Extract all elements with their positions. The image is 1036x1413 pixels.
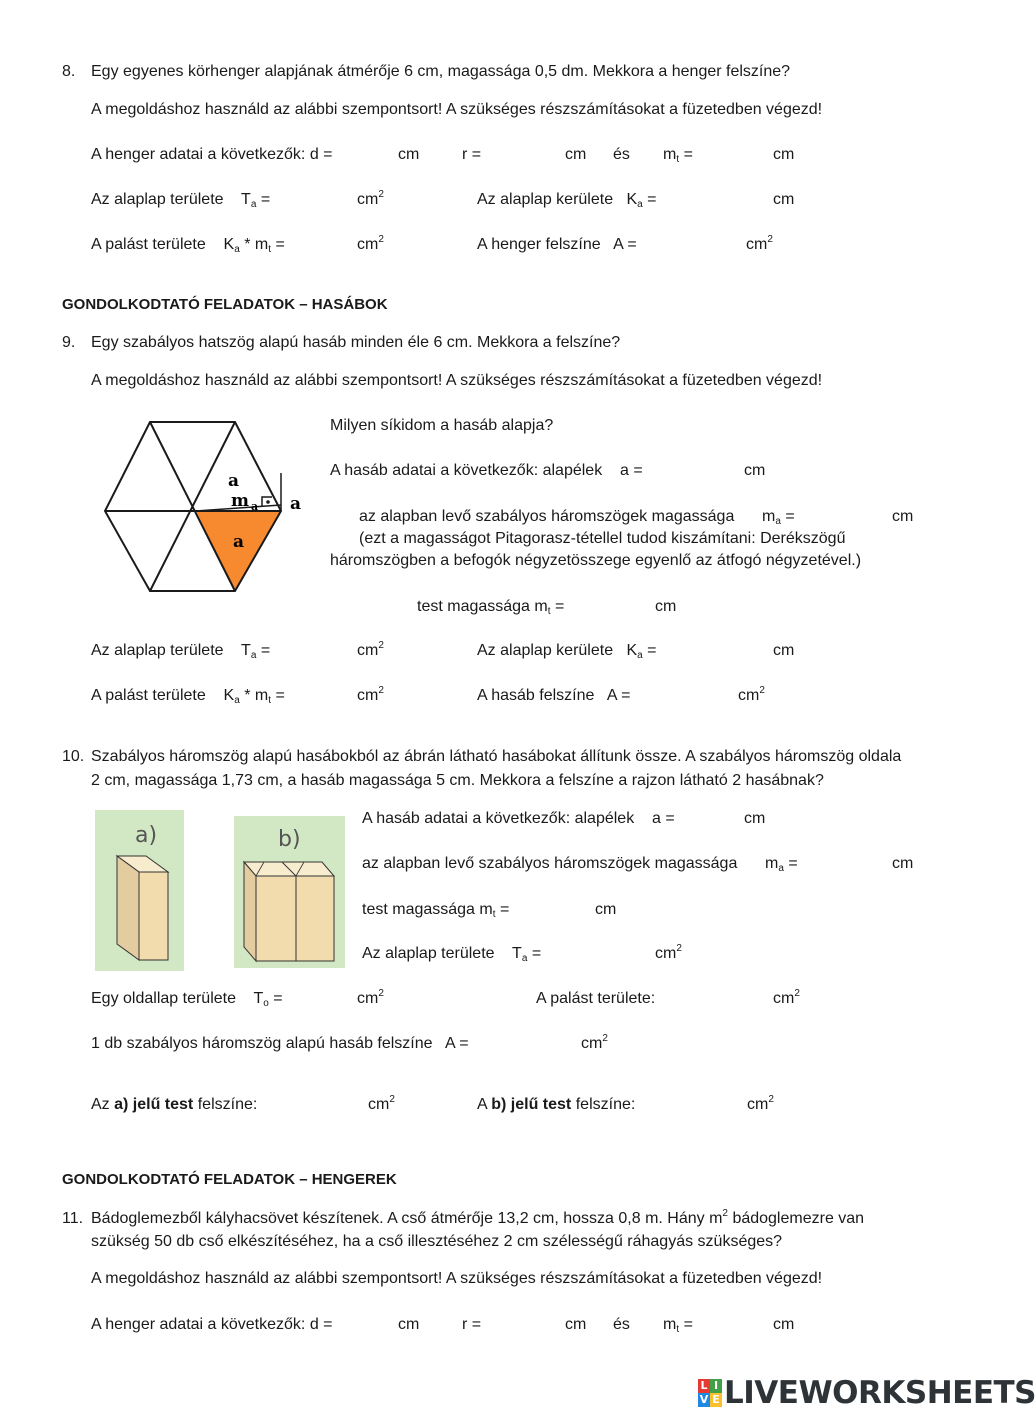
q11-data-label: A henger adatai a következők: d =	[91, 1316, 333, 1333]
q9-pitagorasz-1: (ezt a magasságot Pitagorasz-tétellel tudod kiszámítani: Derékszögű	[359, 530, 846, 547]
q9-a-unit: cm	[744, 462, 766, 479]
q9-milyen: Milyen síkidom a hasáb alapja?	[330, 417, 554, 434]
q9-test-magassaga: test magassága $m_t$ =	[417, 598, 565, 617]
q8-r-label: r =	[462, 146, 482, 163]
q8-alaplap-kerulete: Az alaplap kerülete $K_a$ =	[477, 191, 657, 210]
q8-alaplap-terulete: Az alaplap területe $T_a$ =	[91, 191, 271, 210]
q10-test-magassaga: test magassága $m_t$ =	[362, 901, 510, 920]
q10-alaplap-terulete: Az alaplap területe $T_a$ =	[362, 945, 542, 964]
q9-instruction: A megoldáshoz használd az alábbi szempontsort! A szükséges részszámításokat a füzetedben végezd!	[91, 372, 823, 389]
logo-badge-letter: L	[698, 1379, 710, 1393]
q11-mt-unit: cm	[773, 1316, 795, 1333]
q9-felszine: A hasáb felszíne A =	[477, 687, 631, 704]
q10-one-prism: 1 db szabályos háromszög alapú hasáb felszíne A =	[91, 1035, 469, 1052]
q9-ma-text: az alapban levő szabályos háromszögek magassága	[359, 508, 735, 525]
q9-alaplap-kerulete: Az alaplap kerülete $K_a$ =	[477, 642, 657, 661]
hexagon-figure	[100, 417, 310, 602]
logo-badge-letter: V	[699, 1393, 709, 1406]
q10-b-test-unit: $cm^2$	[747, 1094, 774, 1113]
fig-label-a-top: a	[228, 471, 240, 491]
q9-pitagorasz-2: háromszögben a befogók négyzetösszege egyenlő az átfogó négyzetével.)	[330, 552, 862, 569]
q10-a-test-unit: $cm^2$	[368, 1094, 395, 1113]
prism-a-label: a)	[135, 823, 158, 848]
liveworksheets-badge-icon	[698, 1379, 722, 1407]
q10-ma-text: az alapban levő szabályos háromszögek magassága	[362, 855, 738, 872]
prism-a-figure	[95, 810, 184, 971]
q8-palast-unit: $cm^2$	[357, 234, 384, 253]
q10-data-label: A hasáb adatai a következők: alapélek a =	[362, 810, 675, 827]
q11-instruction: A megoldáshoz használd az alábbi szempontsort! A szükséges részszámításokat a füzetedben végezd!	[91, 1270, 823, 1287]
heading-hengerek: GONDOLKODTATÓ FELADATOK – HENGEREK	[62, 1171, 397, 1188]
q11-question-1: Bádoglemezből kályhacsövet készítenek. A cső átmérője 13,2 cm, hossza 0,8 m. Hány $m^2$ bádoglemezre van	[91, 1208, 865, 1227]
q9-ma-unit: cm	[892, 508, 914, 525]
prism-b-label: b)	[278, 827, 301, 852]
q9-palast-unit: $cm^2$	[357, 685, 384, 704]
q11-number: 11.	[62, 1210, 84, 1227]
q8-palast-terulete: A palást területe $K_a * m_t$ =	[91, 236, 285, 255]
q9-test-unit: cm	[655, 598, 677, 615]
q10-to-unit: $cm^2$	[357, 988, 384, 1007]
q9-felszine-unit: $cm^2$	[738, 685, 765, 704]
q8-d-unit: cm	[398, 146, 420, 163]
q8-question: Egy egyenes körhenger alapjának átmérője 6 cm, magassága 0,5 dm. Mekkora a henger felszíne?	[91, 63, 791, 80]
q11-question-2: szükség 50 db cső elkészítéséhez, ha a cső illesztéséhez 2 cm szélességű ráhagyás szükséges?	[91, 1233, 783, 1250]
q8-es: és	[613, 146, 630, 163]
q11-d-unit: cm	[398, 1316, 420, 1333]
q8-ta-unit: $cm^2$	[357, 189, 384, 208]
q9-ta-unit: $cm^2$	[357, 640, 384, 659]
prism-b-figure	[234, 816, 345, 968]
fig-label-ma: m	[231, 491, 249, 511]
q9-ma-label: $m_a$ =	[762, 508, 795, 527]
q8-data-label: A henger adatai a következők: d =	[91, 146, 333, 163]
q8-mt-label: $m_t$ =	[663, 146, 693, 165]
q10-b-test: A b) jelű test felszíne:	[477, 1096, 636, 1113]
q8-r-unit: cm	[565, 146, 587, 163]
q10-question-2: 2 cm, magassága 1,73 cm, a hasáb magassága 5 cm. Mekkora a felszíne a rajzon látható 2 hasábnak?	[91, 772, 824, 789]
q10-one-prism-unit: $cm^2$	[581, 1033, 608, 1052]
q9-palast-terulete: A palást területe $K_a * m_t$ =	[91, 687, 285, 706]
q9-ka-unit: cm	[773, 642, 795, 659]
q9-data-label: A hasáb adatai a következők: alapélek a =	[330, 462, 643, 479]
heading-hasabok: GONDOLKODTATÓ FELADATOK – HASÁBOK	[62, 296, 388, 313]
q8-felszine-unit: $cm^2$	[746, 234, 773, 253]
q9-number: 9.	[62, 334, 76, 351]
q10-palast-unit: $cm^2$	[773, 988, 800, 1007]
q10-ta-unit: $cm^2$	[655, 943, 682, 962]
q10-palast-text: A palást területe:	[536, 990, 656, 1007]
q11-r-unit: cm	[565, 1316, 587, 1333]
q8-number: 8.	[62, 63, 76, 80]
q8-felszine: A henger felszíne A =	[477, 236, 637, 253]
q10-ma-unit: cm	[892, 855, 914, 872]
q8-instruction: A megoldáshoz használd az alábbi szempontsort! A szükséges részszámításokat a füzetedben végezd!	[91, 101, 823, 118]
fig-label-a-right: a	[290, 494, 302, 514]
logo-text: LIVEWORKSHEETS	[724, 1375, 1036, 1411]
q10-oldallap: Egy oldallap területe $T_o$ =	[91, 990, 283, 1009]
q11-es: és	[613, 1316, 630, 1333]
q10-test-unit: cm	[595, 901, 617, 918]
q10-ma-label: $m_a$ =	[765, 855, 798, 874]
q10-question-1: Szabályos háromszög alapú hasábokból az ábrán látható hasábokat állítunk össze. A szabályos háromszög oldala	[91, 748, 902, 765]
q10-a-unit: cm	[744, 810, 766, 827]
fig-label-ma-sub: a	[251, 500, 259, 513]
q11-r-label: r =	[462, 1316, 482, 1333]
fig-label-a-bottom: a	[233, 532, 245, 552]
q8-ka-unit: cm	[773, 191, 795, 208]
q9-question: Egy szabályos hatszög alapú hasáb minden éle 6 cm. Mekkora a felszíne?	[91, 334, 621, 351]
logo-badge-letter: E	[710, 1393, 722, 1407]
liveworksheets-logo[interactable]	[698, 1376, 1036, 1410]
q9-alaplap-terulete: Az alaplap területe $T_a$ =	[91, 642, 271, 661]
logo-badge-letter: I	[710, 1379, 722, 1393]
q10-number: 10.	[62, 748, 85, 765]
q8-mt-unit: cm	[773, 146, 795, 163]
q10-a-test: Az a) jelű test felszíne:	[91, 1096, 258, 1113]
q11-mt-label: $m_t$ =	[663, 1316, 693, 1335]
